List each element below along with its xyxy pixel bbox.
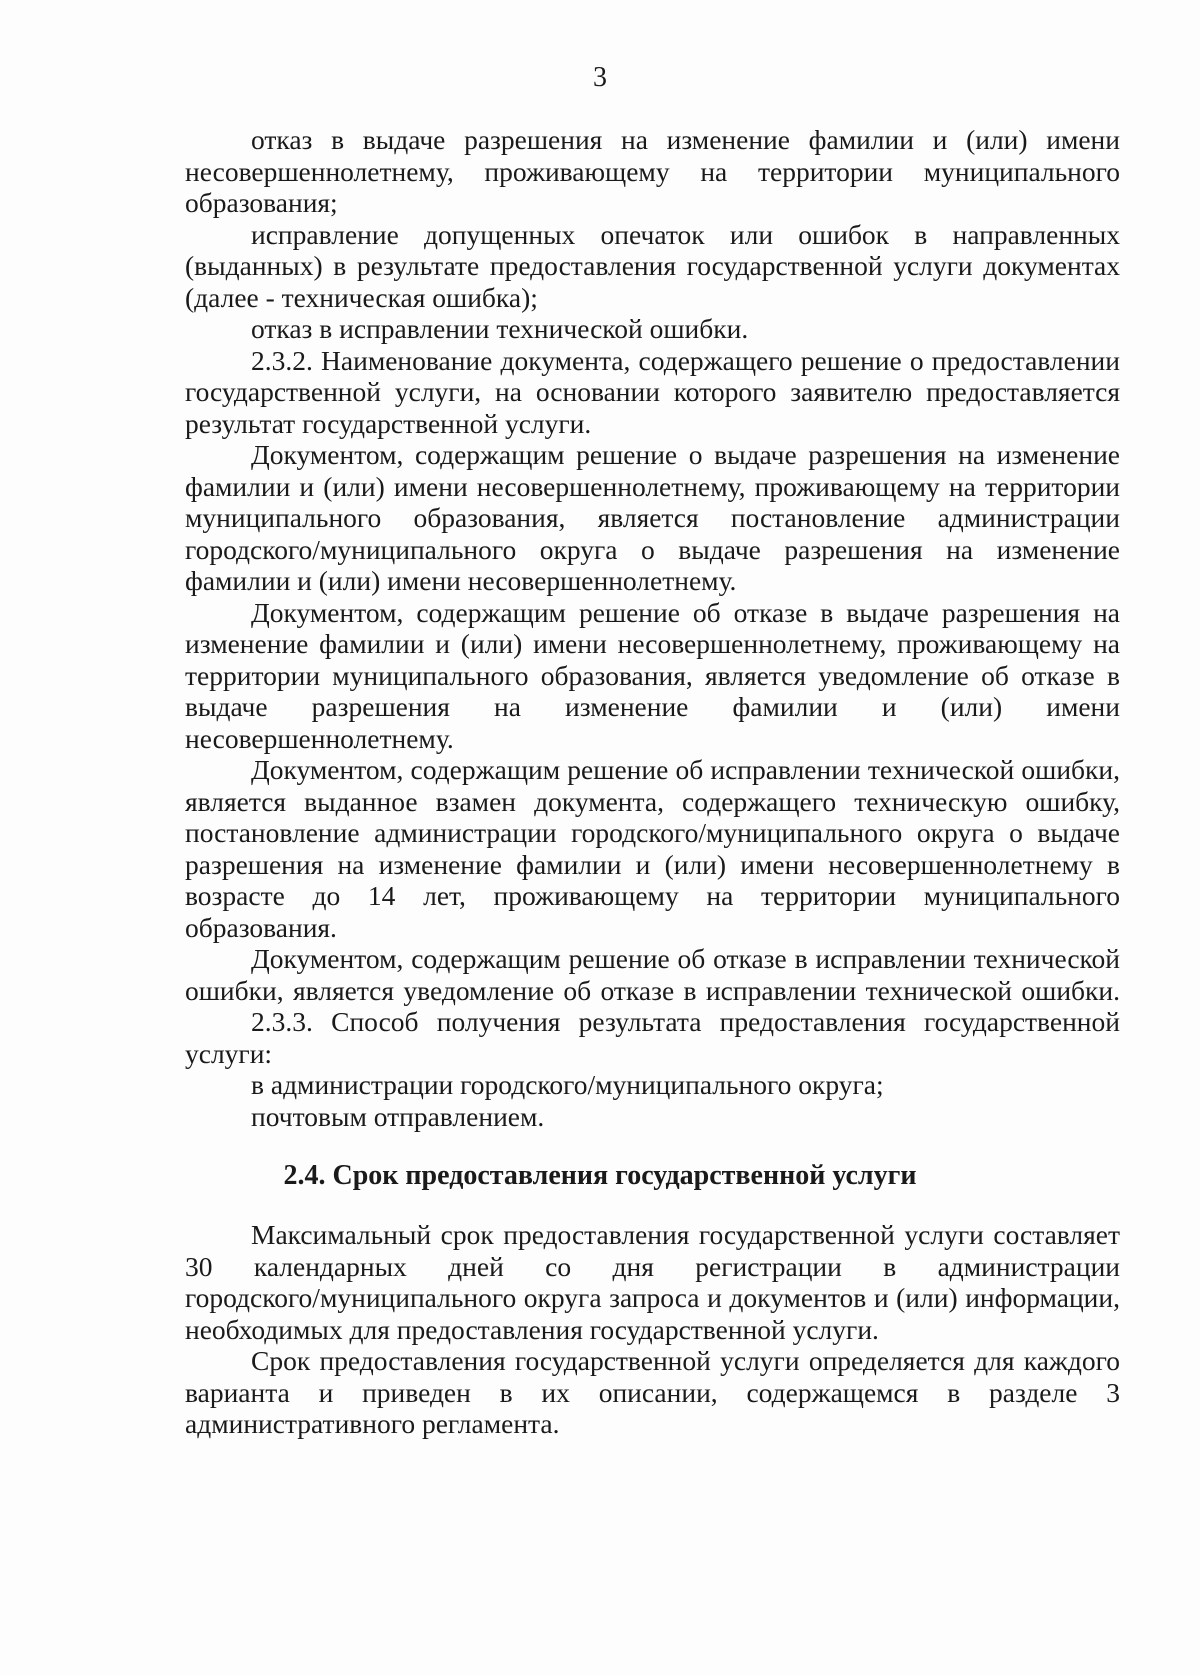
text-line: в администрации городского/муниципального округа; xyxy=(251,1069,884,1100)
text-line: результат государственной услуги. xyxy=(185,407,592,439)
text-line: возрасте до 14 лет, проживающему на территории муниципального xyxy=(185,880,1120,911)
text-line: государственной услуги, на основании которого заявителю предоставляется xyxy=(185,376,1120,407)
text-line: 2.3.2. Наименование документа, содержащего решение о предоставлении xyxy=(251,344,1120,376)
text-line: отказ в выдаче разрешения на изменение фамилии и (или) имени xyxy=(251,124,1120,155)
body-section-1 xyxy=(185,124,1120,1132)
text-line: услуги: xyxy=(185,1037,273,1069)
text-line: городского/муниципального округа запроса и документов и (или) информации, xyxy=(185,1282,1120,1313)
text-line: Срок предоставления государственной услуги определяется для каждого xyxy=(251,1345,1120,1376)
text-line: Документом, содержащим решение об исправлении технической ошибки, xyxy=(251,754,1120,785)
text-line: административного регламента. xyxy=(185,1408,560,1439)
text-line: Документом, содержащим решение о выдаче разрешения на изменение xyxy=(251,439,1120,470)
text-line: является выданное взамен документа, содержащего техническую ошибку, xyxy=(185,785,1120,817)
text-line: образования; xyxy=(185,187,338,218)
text-line: (далее - техническая ошибка); xyxy=(185,281,538,313)
text-line: фамилии и (или) имени несовершеннолетнему. xyxy=(185,565,737,596)
text-line: городского/муниципального округа о выдаче разрешения на изменение xyxy=(185,533,1120,565)
page-number: 3 xyxy=(593,62,607,93)
text-line: необходимых для предоставления государственной услуги. xyxy=(185,1313,879,1345)
text-line: (выданных) в результате предоставления государственной услуги документах xyxy=(185,250,1120,281)
text-line: несовершеннолетнему, проживающему на территории муниципального xyxy=(185,155,1120,187)
text-line: постановление администрации городского/муниципального округа о выдаче xyxy=(185,817,1120,848)
text-line: Документом, содержащим решение об отказе в исправлении технической xyxy=(251,943,1120,974)
text-line: ошибки, является уведомление об отказе в исправлении технической ошибки. xyxy=(185,974,1120,1006)
text-line: исправление допущенных опечаток или ошибок в направленных xyxy=(251,218,1120,250)
text-line: фамилии и (или) имени несовершеннолетнему, проживающему на территории xyxy=(185,470,1120,502)
text-line: отказ в исправлении технической ошибки. xyxy=(251,313,749,344)
text-line: Документом, содержащим решение об отказе в выдаче разрешения на xyxy=(251,596,1120,628)
text-line: варианта и приведен в их описании, содержащемся в разделе 3 xyxy=(185,1376,1120,1408)
text-line: Максимальный срок предоставления государственной услуги составляет xyxy=(251,1219,1120,1250)
text-line: муниципального образования, является постановление администрации xyxy=(185,502,1120,533)
text-line: выдаче разрешения на изменение фамилии и (или) имени xyxy=(185,691,1120,722)
text-line: несовершеннолетнему. xyxy=(185,722,454,754)
body-section-2 xyxy=(185,1219,1120,1440)
section-heading: 2.4. Срок предоставления государственной услуги xyxy=(283,1160,917,1191)
text-line: образования. xyxy=(185,911,337,943)
text-line: почтовым отправлением. xyxy=(251,1100,545,1132)
text-line: 30 календарных дней со дня регистрации в администрации xyxy=(185,1250,1120,1282)
text-line: 2.3.3. Способ получения результата предоставления государственной xyxy=(251,1006,1120,1037)
text-line: изменение фамилии и (или) имени несовершеннолетнему, проживающему на xyxy=(185,628,1120,659)
text-line: разрешения на изменение фамилии и (или) имени несовершеннолетнему в xyxy=(185,848,1120,880)
text-line: территории муниципального образования, является уведомление об отказе в xyxy=(185,659,1120,691)
